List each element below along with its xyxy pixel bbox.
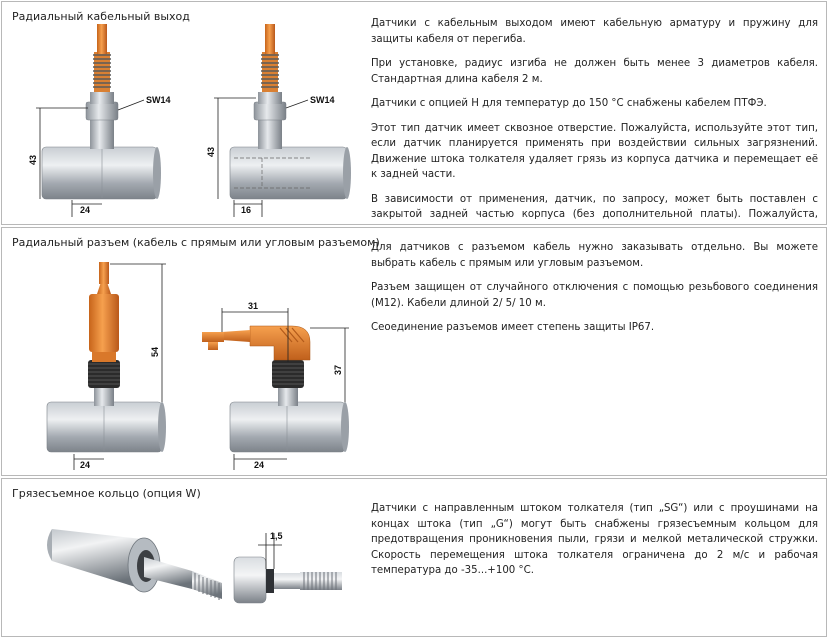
svg-text:24: 24	[80, 460, 91, 470]
section-radial-connector	[1, 227, 827, 476]
section-title: Радиальный разъем (кабель с прямым или угловым разъемом)	[12, 236, 380, 249]
sensor-drawing-left	[42, 24, 161, 199]
paragraph: Датчики с кабельным выходом имеют кабельную арматуру и пружину для защиты кабеля от перегиба.	[371, 18, 818, 45]
straight-connector-drawing	[47, 262, 166, 452]
sensor-drawing-right	[230, 24, 351, 199]
svg-text:37: 37	[333, 364, 343, 376]
svg-text:54: 54	[150, 346, 160, 358]
section-wiper-ring	[1, 478, 827, 637]
section-description	[371, 240, 818, 345]
svg-text:31: 31	[248, 301, 259, 311]
cable-outlet-figure	[22, 22, 362, 222]
dimension-width-24-right	[234, 454, 287, 470]
rod-end-perspective	[47, 529, 222, 600]
dimension-height-37	[310, 328, 349, 402]
svg-text:43: 43	[28, 154, 38, 166]
svg-text:16: 16	[241, 205, 252, 215]
paragraph: Для датчиков с разъемом кабель нужно заказывать отдельно. Вы можете выбрать кабель с прямым или угловым разъемом.	[371, 242, 818, 269]
angled-connector-drawing	[202, 326, 349, 452]
svg-text:SW14: SW14	[310, 95, 335, 105]
rod-end-side-view	[234, 557, 342, 603]
section-radial-cable-outlet	[1, 1, 827, 225]
paragraph: В зависимости от применения, датчик, по запросу, может быть поставлен с закрытой задней частью корпуса (без дополнительной платы). Пожалуйста,	[371, 193, 818, 220]
section-title: Грязесъемное кольцо (опция W)	[12, 487, 201, 500]
paragraph: Разъем защищен от случайного отключения с помощью резьбового соединения (M12). Кабели длиной 2/ 5/ 10 м.	[371, 282, 818, 309]
section-description	[371, 16, 818, 247]
svg-text:24: 24	[80, 205, 91, 215]
dimension-width-16	[234, 200, 262, 217]
dimension-width-24	[74, 454, 104, 470]
wrench-label-sw14	[118, 95, 171, 110]
section-description	[371, 501, 818, 588]
paragraph: При установке, радиус изгиба не должен быть менее 3 диаметров кабеля. Стандартная длина кабеля 2 м.	[371, 58, 818, 85]
connector-figure	[22, 252, 362, 474]
paragraph: Датчики с направленным штоком толкателя (тип „SG“) или с проушинами на концах штока (тип „G“) могут быть снабжены грязесъемным кольцом для предотвращения проникновения пыли, грязи и мелкой металической стружки. Скорость перемещения штока толкателя ограничена до 2 м/с и рабочая температура до -35...+100 °C.	[371, 503, 818, 576]
svg-text:43: 43	[206, 146, 216, 158]
paragraph: Сеоединение разъемов имеет степень защиты IP67.	[371, 322, 655, 333]
svg-text:1,5: 1,5	[270, 531, 283, 541]
paragraph: Этот тип датчик имеет сквозное отверстие. Пожалуйста, используйте этот тип, если датчик планируется применять при воздействии сильных загрязнений. Движение штока толкателя удаляет грязь из корпуса датчика и перемещает её к задней части.	[371, 122, 818, 180]
svg-text:24: 24	[254, 460, 265, 470]
svg-text:SW14: SW14	[146, 95, 171, 105]
dimension-width-24	[72, 200, 102, 217]
wiper-ring-figure	[32, 509, 362, 637]
wrench-label-sw14-right	[286, 95, 335, 108]
paragraph: Датчики с опцией H для температур до 150 °C снабжены кабелем ПТФЭ.	[371, 98, 767, 109]
section-title: Радиальный кабельный выход	[12, 10, 190, 23]
spring-coil	[93, 52, 111, 92]
